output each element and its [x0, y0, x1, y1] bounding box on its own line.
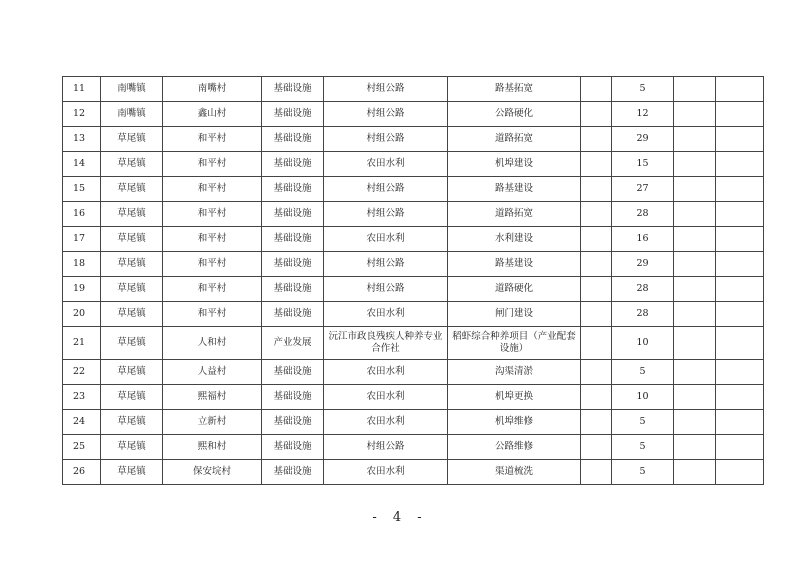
town-cell: 草尾镇 — [101, 435, 163, 460]
row-number-cell: 17 — [63, 227, 101, 252]
village-cell: 保安垸村 — [163, 460, 262, 485]
village-cell: 立新村 — [163, 410, 262, 435]
blank-cell — [674, 202, 716, 227]
page-number: - 4 - — [372, 510, 428, 525]
category-cell: 基础设施 — [262, 360, 324, 385]
category-cell: 基础设施 — [262, 302, 324, 327]
town-cell: 草尾镇 — [101, 327, 163, 360]
town-cell: 草尾镇 — [101, 410, 163, 435]
category-cell: 基础设施 — [262, 227, 324, 252]
village-cell: 和平村 — [163, 177, 262, 202]
row-number-cell: 11 — [63, 77, 101, 102]
row-number-cell: 12 — [63, 102, 101, 127]
project-content-cell: 水利建设 — [448, 227, 581, 252]
blank-cell — [581, 410, 612, 435]
project-content-cell: 闸门建设 — [448, 302, 581, 327]
blank-cell — [716, 152, 764, 177]
amount-cell: 15 — [612, 152, 674, 177]
amount-cell: 29 — [612, 127, 674, 152]
amount-cell: 27 — [612, 177, 674, 202]
row-number-cell: 18 — [63, 252, 101, 277]
project-type-cell: 村组公路 — [324, 277, 448, 302]
blank-cell — [674, 152, 716, 177]
village-cell: 和平村 — [163, 252, 262, 277]
blank-cell — [674, 360, 716, 385]
amount-cell: 5 — [612, 77, 674, 102]
project-content-cell: 路基建设 — [448, 252, 581, 277]
row-number-cell: 19 — [63, 277, 101, 302]
project-content-cell: 道路硬化 — [448, 277, 581, 302]
village-cell: 和平村 — [163, 277, 262, 302]
category-cell: 基础设施 — [262, 202, 324, 227]
table-row — [63, 227, 764, 252]
town-cell: 南嘴镇 — [101, 102, 163, 127]
blank-cell — [581, 227, 612, 252]
town-cell: 草尾镇 — [101, 202, 163, 227]
town-cell: 草尾镇 — [101, 360, 163, 385]
blank-cell — [581, 302, 612, 327]
blank-cell — [581, 102, 612, 127]
amount-cell: 5 — [612, 460, 674, 485]
blank-cell — [716, 360, 764, 385]
project-type-cell: 农田水利 — [324, 227, 448, 252]
table-row — [63, 177, 764, 202]
row-number-cell: 21 — [63, 327, 101, 360]
town-cell: 草尾镇 — [101, 302, 163, 327]
category-cell: 基础设施 — [262, 77, 324, 102]
table-row — [63, 460, 764, 485]
row-number-cell: 16 — [63, 202, 101, 227]
table-row — [63, 77, 764, 102]
amount-cell: 29 — [612, 252, 674, 277]
village-cell: 和平村 — [163, 302, 262, 327]
table-row — [63, 435, 764, 460]
category-cell: 基础设施 — [262, 435, 324, 460]
blank-cell — [674, 277, 716, 302]
village-cell: 熙福村 — [163, 385, 262, 410]
blank-cell — [581, 385, 612, 410]
project-content-cell: 路基建设 — [448, 177, 581, 202]
amount-cell: 16 — [612, 227, 674, 252]
town-cell: 草尾镇 — [101, 127, 163, 152]
amount-cell: 5 — [612, 435, 674, 460]
blank-cell — [716, 435, 764, 460]
blank-cell — [716, 410, 764, 435]
amount-cell: 5 — [612, 410, 674, 435]
table-row — [63, 360, 764, 385]
project-type-cell: 村组公路 — [324, 77, 448, 102]
category-cell: 基础设施 — [262, 252, 324, 277]
project-content-cell: 道路拓宽 — [448, 202, 581, 227]
amount-cell: 28 — [612, 302, 674, 327]
blank-cell — [581, 435, 612, 460]
amount-cell: 10 — [612, 327, 674, 360]
row-number-cell: 24 — [63, 410, 101, 435]
town-cell: 草尾镇 — [101, 460, 163, 485]
project-type-cell: 农田水利 — [324, 385, 448, 410]
blank-cell — [716, 77, 764, 102]
project-type-cell: 村组公路 — [324, 252, 448, 277]
project-content-cell: 道路拓宽 — [448, 127, 581, 152]
row-number-cell: 14 — [63, 152, 101, 177]
blank-cell — [716, 177, 764, 202]
project-content-cell: 公路硬化 — [448, 102, 581, 127]
blank-cell — [581, 252, 612, 277]
project-type-cell: 农田水利 — [324, 460, 448, 485]
blank-cell — [581, 460, 612, 485]
blank-cell — [716, 252, 764, 277]
town-cell: 草尾镇 — [101, 252, 163, 277]
amount-cell: 10 — [612, 385, 674, 410]
project-type-cell: 村组公路 — [324, 102, 448, 127]
town-cell: 草尾镇 — [101, 277, 163, 302]
blank-cell — [581, 177, 612, 202]
table-row — [63, 127, 764, 152]
blank-cell — [581, 127, 612, 152]
row-number-cell: 26 — [63, 460, 101, 485]
table-row — [63, 202, 764, 227]
category-cell: 基础设施 — [262, 127, 324, 152]
project-content-cell: 公路维修 — [448, 435, 581, 460]
project-type-cell: 村组公路 — [324, 127, 448, 152]
row-number-cell: 25 — [63, 435, 101, 460]
table-row — [63, 327, 764, 360]
blank-cell — [716, 102, 764, 127]
village-cell: 鑫山村 — [163, 102, 262, 127]
blank-cell — [716, 302, 764, 327]
blank-cell — [581, 277, 612, 302]
row-number-cell: 20 — [63, 302, 101, 327]
category-cell: 基础设施 — [262, 410, 324, 435]
category-cell: 基础设施 — [262, 152, 324, 177]
project-content-cell: 机埠维修 — [448, 410, 581, 435]
village-cell: 和平村 — [163, 127, 262, 152]
table-row — [63, 252, 764, 277]
amount-cell: 28 — [612, 277, 674, 302]
category-cell: 产业发展 — [262, 327, 324, 360]
project-type-cell: 沅江市政良残疾人种养专业合作社 — [324, 327, 448, 360]
project-content-cell: 渠道梳洗 — [448, 460, 581, 485]
village-cell: 和平村 — [163, 227, 262, 252]
blank-cell — [674, 127, 716, 152]
row-number-cell: 23 — [63, 385, 101, 410]
blank-cell — [674, 302, 716, 327]
blank-cell — [581, 152, 612, 177]
blank-cell — [716, 277, 764, 302]
category-cell: 基础设施 — [262, 102, 324, 127]
blank-cell — [581, 202, 612, 227]
project-type-cell: 村组公路 — [324, 435, 448, 460]
table-row — [63, 385, 764, 410]
blank-cell — [716, 460, 764, 485]
project-content-cell: 路基拓宽 — [448, 77, 581, 102]
project-content-cell: 机埠建设 — [448, 152, 581, 177]
village-cell: 和平村 — [163, 152, 262, 177]
amount-cell: 28 — [612, 202, 674, 227]
blank-cell — [674, 327, 716, 360]
amount-cell: 5 — [612, 360, 674, 385]
village-cell: 和平村 — [163, 202, 262, 227]
blank-cell — [716, 227, 764, 252]
table-row — [63, 152, 764, 177]
town-cell: 草尾镇 — [101, 385, 163, 410]
table-row — [63, 302, 764, 327]
blank-cell — [581, 327, 612, 360]
blank-cell — [674, 460, 716, 485]
amount-cell: 12 — [612, 102, 674, 127]
project-content-cell: 机埠更换 — [448, 385, 581, 410]
row-number-cell: 15 — [63, 177, 101, 202]
blank-cell — [581, 360, 612, 385]
project-type-cell: 农田水利 — [324, 410, 448, 435]
blank-cell — [674, 252, 716, 277]
blank-cell — [716, 327, 764, 360]
table-row — [63, 102, 764, 127]
village-cell: 人益村 — [163, 360, 262, 385]
blank-cell — [674, 435, 716, 460]
project-table — [62, 76, 764, 485]
category-cell: 基础设施 — [262, 177, 324, 202]
project-type-cell: 村组公路 — [324, 177, 448, 202]
row-number-cell: 22 — [63, 360, 101, 385]
project-content-cell: 沟渠清淤 — [448, 360, 581, 385]
town-cell: 南嘴镇 — [101, 77, 163, 102]
blank-cell — [674, 385, 716, 410]
blank-cell — [674, 102, 716, 127]
project-type-cell: 农田水利 — [324, 360, 448, 385]
town-cell: 草尾镇 — [101, 177, 163, 202]
blank-cell — [716, 202, 764, 227]
table-row — [63, 277, 764, 302]
project-type-cell: 村组公路 — [324, 202, 448, 227]
blank-cell — [674, 410, 716, 435]
blank-cell — [581, 77, 612, 102]
town-cell: 草尾镇 — [101, 227, 163, 252]
blank-cell — [674, 77, 716, 102]
category-cell: 基础设施 — [262, 460, 324, 485]
category-cell: 基础设施 — [262, 277, 324, 302]
village-cell: 南嘴村 — [163, 77, 262, 102]
blank-cell — [674, 177, 716, 202]
category-cell: 基础设施 — [262, 385, 324, 410]
project-content-cell: 稻虾综合种养项目（产业配套设施） — [448, 327, 581, 360]
blank-cell — [716, 385, 764, 410]
village-cell: 人和村 — [163, 327, 262, 360]
project-type-cell: 农田水利 — [324, 302, 448, 327]
blank-cell — [716, 127, 764, 152]
row-number-cell: 13 — [63, 127, 101, 152]
table-row — [63, 410, 764, 435]
town-cell: 草尾镇 — [101, 152, 163, 177]
project-type-cell: 农田水利 — [324, 152, 448, 177]
blank-cell — [674, 227, 716, 252]
village-cell: 熙和村 — [163, 435, 262, 460]
